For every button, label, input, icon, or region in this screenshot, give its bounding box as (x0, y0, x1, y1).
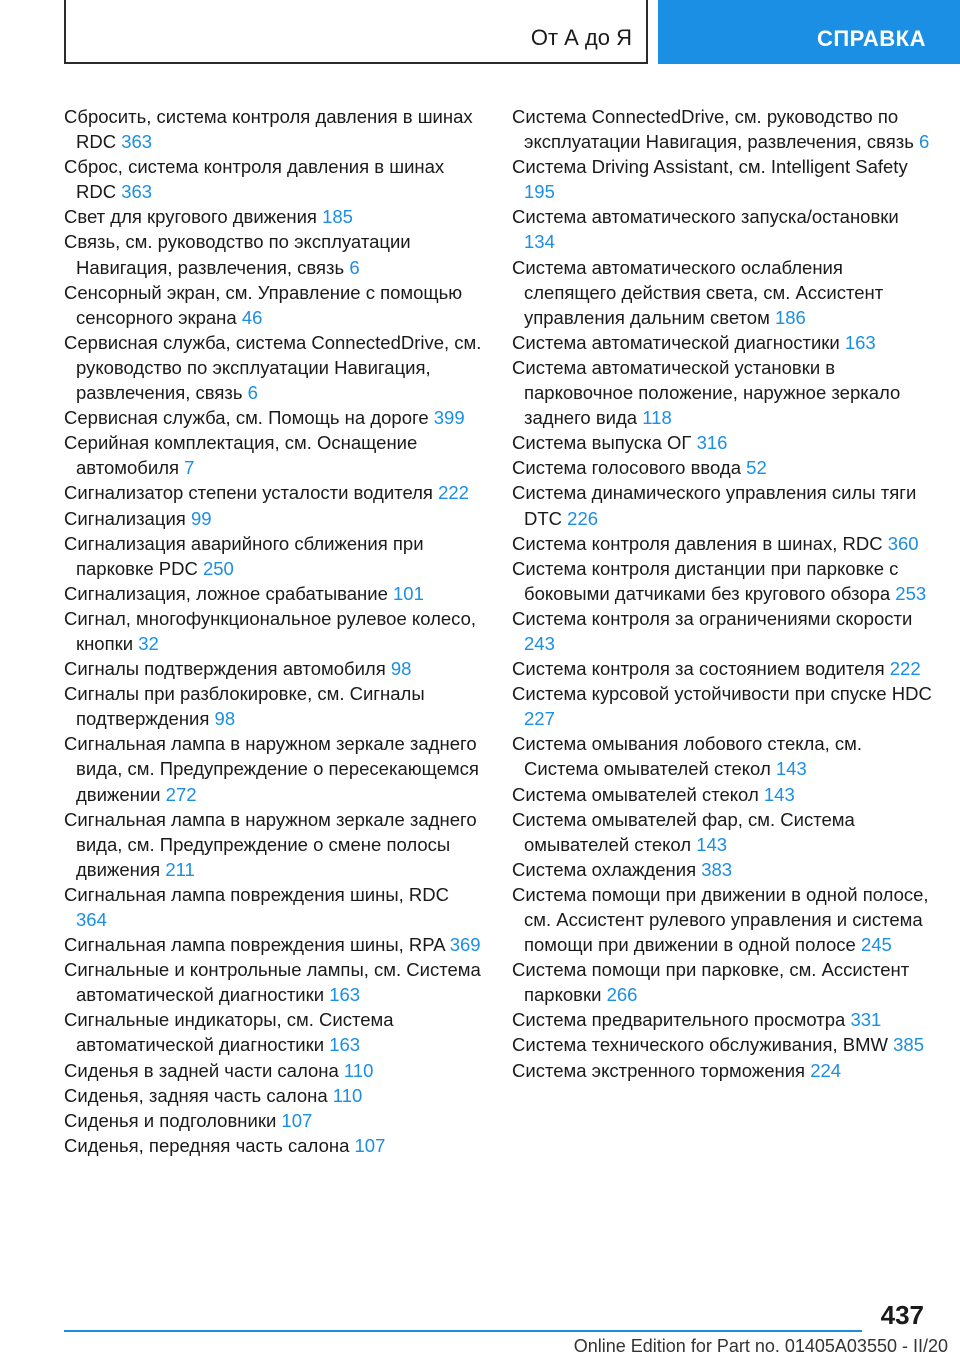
index-page-link[interactable]: 243 (524, 632, 555, 654)
index-entry-text: Сигнальная лампа в наружном зеркале заднего вида, см. Предупреждение о смене полосы движения (64, 808, 477, 880)
index-entry (64, 204, 482, 229)
index-entry (512, 957, 932, 1007)
index-page-link[interactable]: 222 (438, 482, 469, 504)
index-entry (512, 1007, 932, 1032)
index-page-link[interactable]: 143 (696, 833, 728, 855)
index-page-link[interactable]: 98 (390, 658, 412, 680)
index-entry-text: Свет для кругового движения (64, 206, 317, 228)
index-entry (512, 656, 932, 681)
index-entry-text: Сигнальные индикаторы, см. Система автоматической диагностики (64, 1009, 394, 1056)
index-page-link[interactable]: 46 (241, 306, 263, 328)
index-entry (512, 255, 932, 330)
index-entry-text: Система ConnectedDrive, см. руководство по эксплуатации Навигация, развлечения, связь (512, 106, 914, 153)
index-page-link[interactable]: 107 (354, 1134, 386, 1156)
index-page-link[interactable]: 227 (524, 708, 555, 730)
index-entry (512, 104, 932, 154)
index-page-link[interactable]: 110 (332, 1084, 363, 1106)
index-entry (64, 229, 482, 279)
index-entry (512, 531, 932, 556)
index-entry-text: Система контроля дистанции при парковке с боковыми датчиками без кругового обзора (512, 557, 899, 604)
index-entry (64, 330, 482, 405)
index-entry-text: Сигнал, многофункциональное рулевое колесо, кнопки (64, 607, 477, 654)
index-entry-text: Система омывателей стекол (512, 783, 759, 805)
index-page-link[interactable]: 331 (850, 1009, 882, 1031)
index-entry-text: Связь, см. руководство по эксплуатации Навигация, развлечения, связь (64, 231, 411, 278)
index-entry-text: Сигнальная лампа повреждения шины, RPA (64, 934, 445, 956)
index-entry (64, 1007, 482, 1057)
index-entry (64, 882, 482, 932)
index-page-link[interactable]: 107 (281, 1109, 313, 1131)
page-number: 437 (880, 1300, 924, 1330)
index-entry-text: Система автоматического ослабления слепящего действия света, см. Ассистент управления дальним светом (512, 256, 884, 328)
index-entry (64, 405, 482, 430)
index-page-link[interactable]: 143 (763, 783, 795, 805)
index-page-link[interactable]: 253 (895, 582, 927, 604)
index-page-link[interactable]: 226 (567, 507, 599, 529)
index-page-link[interactable]: 224 (810, 1059, 842, 1081)
index-entry (512, 782, 932, 807)
index-entry-text: Система контроля за состоянием водителя (512, 658, 885, 680)
index-page-link[interactable]: 163 (329, 984, 361, 1006)
index-entry (512, 455, 932, 480)
index-entry (64, 531, 482, 581)
footer-edition: Online Edition for Part no. 01405A03550 - II/20 (573, 1336, 948, 1356)
index-entry-text: Сиденья и подголовники (64, 1109, 277, 1131)
index-page-link[interactable]: 245 (860, 934, 892, 956)
index-entry (64, 154, 482, 204)
index-entry (64, 1133, 482, 1158)
index-page-link[interactable]: 369 (449, 934, 481, 956)
index-entry-text: Система омывателей фар, см. Система омывателей стекол (512, 808, 855, 855)
index-column-right (512, 104, 932, 1083)
index-entry-text: Сбросить, система контроля давления в шинах RDC (64, 106, 473, 153)
index-entry-text: Сервисная служба, система ConnectedDrive, см. руководство по эксплуатации Навигация, развлечения, связь (64, 331, 482, 404)
index-entry-text: Система автоматической установки в парковочное положение, наружное зеркало заднего вида (512, 356, 901, 429)
index-page-link[interactable]: 185 (322, 206, 353, 228)
index-entry-text: Система контроля давления в шинах, RDC (512, 532, 883, 554)
index-entry (512, 330, 932, 355)
index-entry-text: Сиденья, передняя часть салона (64, 1134, 350, 1156)
index-entry-text: Система технического обслуживания, BMW (512, 1034, 888, 1056)
index-entry-text: Сиденья в задней части салона (64, 1059, 339, 1081)
index-entry (64, 506, 482, 531)
index-page-link[interactable]: 101 (393, 582, 424, 604)
index-page-link[interactable]: 163 (329, 1034, 361, 1056)
index-entry (64, 807, 482, 882)
index-entry (64, 280, 482, 330)
index-entry-text: Серийная комплектация, см. Оснащение автомобиля (64, 432, 418, 479)
index-page-link[interactable]: 385 (893, 1034, 925, 1056)
index-page-link[interactable]: 143 (775, 758, 807, 780)
index-entry-text: Система автоматического запуска/остановки (512, 206, 899, 228)
index-page-link[interactable]: 363 (121, 181, 153, 203)
index-entry-text: Система Driving Assistant, см. Intelligent Safety (512, 156, 908, 178)
index-page-link[interactable]: 110 (343, 1059, 374, 1081)
index-entry (512, 355, 932, 430)
index-entry-text: Сигнализатор степени усталости водителя (64, 482, 433, 504)
index-page-link[interactable]: 383 (701, 858, 733, 880)
index-entry (64, 581, 482, 606)
header-section-title: От А до Я (530, 25, 632, 50)
index-entry (512, 480, 932, 530)
index-page-link[interactable]: 134 (524, 231, 555, 253)
index-page-link[interactable]: 360 (887, 532, 919, 554)
footer-divider (64, 1330, 862, 1332)
header-section-tab (64, 0, 648, 64)
index-entry-text: Система предварительного просмотра (512, 1009, 846, 1031)
index-entry (512, 1032, 932, 1057)
index-entry-text: Система выпуска ОГ (512, 432, 692, 454)
index-entry (64, 681, 482, 731)
index-entry (512, 556, 932, 606)
index-entry-text: Сиденья, задняя часть салона (64, 1084, 328, 1106)
index-entry-text: Система охлаждения (512, 858, 697, 880)
index-page-link[interactable]: 211 (165, 858, 195, 880)
index-entry-text: Сигнальные и контрольные лампы, см. Система автоматической диагностики (64, 959, 481, 1006)
index-entry (64, 932, 482, 957)
index-page-link[interactable]: 6 (349, 256, 360, 278)
index-entry (512, 204, 932, 254)
index-page-link[interactable]: 6 (247, 382, 258, 404)
index-entry-text: Система омывания лобового стекла, см. Система омывателей стекол (512, 733, 863, 780)
index-entry-text: Сигнальная лампа повреждения шины, RDC (64, 883, 450, 905)
index-column-left (64, 104, 482, 1158)
index-page-link[interactable]: 7 (184, 457, 195, 479)
index-entry (64, 957, 482, 1007)
index-page-link[interactable]: 163 (844, 331, 876, 353)
index-entry-text: Система курсовой устойчивости при спуске HDC (512, 683, 932, 705)
index-page-link[interactable]: 266 (606, 984, 638, 1006)
index-entry-text: Сервисная служба, см. Помощь на дороге (64, 407, 429, 429)
index-entry-text: Система динамического управления силы тяги DTC (512, 482, 917, 529)
index-entry (64, 1083, 482, 1108)
index-entry-text: Сигнальная лампа в наружном зеркале заднего вида, см. Предупреждение о пересекающемся движении (64, 733, 479, 805)
header-chapter-title: СПРАВКА (816, 26, 926, 51)
index-entry (512, 430, 932, 455)
index-page-link[interactable]: 32 (138, 632, 159, 654)
index-entry (64, 430, 482, 480)
index-entry-text: Система экстренного торможения (512, 1059, 806, 1081)
index-page-link[interactable]: 222 (889, 658, 921, 680)
index-entry (64, 606, 482, 656)
index-entry-text: Сигнализация аварийного сближения при парковке PDC (64, 532, 424, 579)
index-entry-text: Система контроля за ограничениями скорости (512, 607, 913, 629)
index-page-link[interactable]: 98 (214, 708, 236, 730)
index-entry (512, 154, 932, 204)
index-entry-text: Система помощи при движении в одной полосе, см. Ассистент рулевого управления и система помощи при движении в одной полосе (512, 883, 929, 956)
index-entry (64, 1058, 482, 1083)
index-entry (512, 882, 932, 957)
index-page-link[interactable]: 52 (746, 457, 767, 479)
index-entry-text: Сенсорный экран, см. Управление с помощью сенсорного экрана (64, 281, 463, 328)
index-entry-text: Сброс, система контроля давления в шинах RDC (64, 156, 445, 203)
index-entry-text: Сигналы подтверждения автомобиля (64, 658, 386, 680)
index-page-link[interactable]: 316 (696, 432, 728, 454)
index-page-link[interactable]: 186 (774, 306, 806, 328)
index-page-link[interactable]: 399 (433, 407, 465, 429)
index-entry (64, 480, 482, 505)
index-entry (512, 807, 932, 857)
header-chapter-tab (658, 0, 960, 64)
index-entry-text: Сигналы при разблокировке, см. Сигналы подтверждения (64, 683, 425, 730)
index-page-link[interactable]: 118 (642, 407, 672, 429)
index-page-link[interactable]: 272 (165, 783, 197, 805)
index-entry-text: Система автоматической диагностики (512, 331, 840, 353)
index-entry (512, 857, 932, 882)
index-page-link[interactable]: 364 (76, 909, 107, 930)
index-entry-text: Сигнализация, ложное срабатывание (64, 582, 388, 604)
index-entry (64, 1108, 482, 1133)
index-page-link[interactable]: 250 (202, 557, 234, 579)
index-entry-text: Система голосового ввода (512, 457, 742, 479)
index-entry (64, 731, 482, 806)
index-entry (512, 681, 932, 731)
index-page-link[interactable]: 363 (121, 131, 153, 153)
index-page-link[interactable]: 99 (190, 507, 212, 529)
index-entry-text: Система помощи при парковке, см. Ассистент парковки (512, 959, 910, 1006)
index-entry (512, 731, 932, 781)
index-entry (64, 104, 482, 154)
index-page-link[interactable]: 195 (524, 181, 555, 203)
index-entry (512, 606, 932, 656)
index-entry (64, 656, 482, 681)
index-entry (512, 1058, 932, 1083)
index-page-link[interactable]: 6 (919, 131, 930, 153)
index-entry-text: Сигнализация (64, 507, 186, 529)
